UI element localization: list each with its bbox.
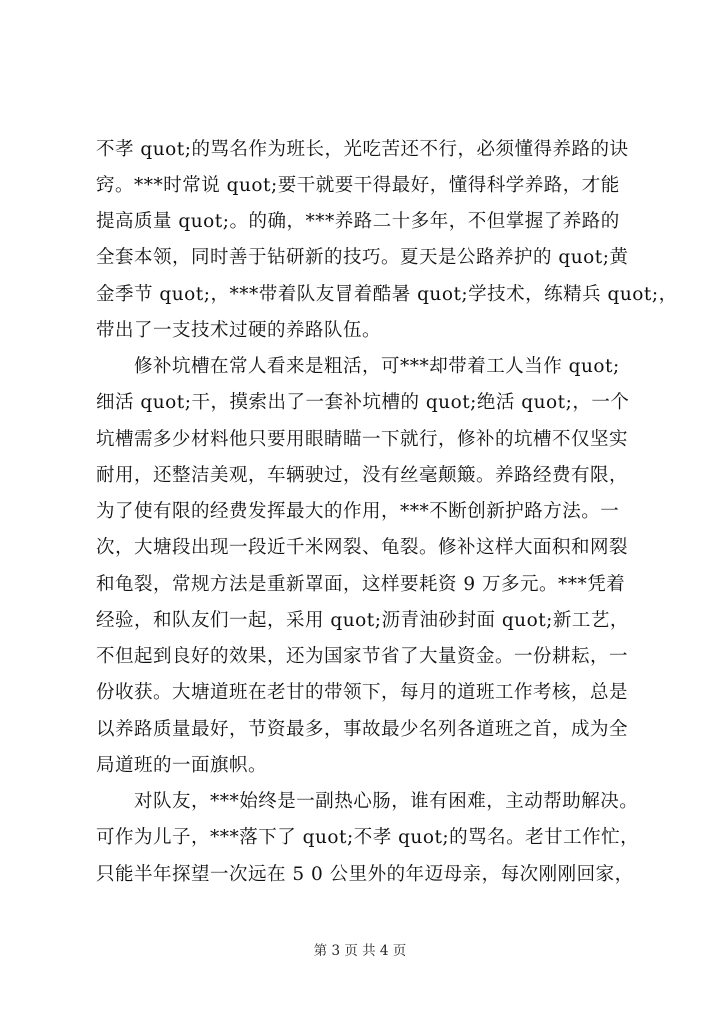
text-line: 份收获。大塘道班在老甘的带领下，每月的道班工作考核，总是 [96, 682, 629, 703]
text-line: 提高质量 quot;。的确，***养路二十多年，不但掌握了养路的 [96, 211, 620, 232]
text-line: 修补坑槽在常人看来是粗活，可***却带着工人当作 quot; [96, 356, 620, 377]
text-line: 次，大塘段出现一段近千米网裂、龟裂。修补这样大面积和网裂 [96, 537, 629, 558]
text-line: 可作为儿子，***落下了 quot;不孝 quot;的骂名。老甘工作忙， [96, 827, 640, 848]
text-line: 经验，和队友们一起，采用 quot;沥青油砂封面 quot;新工艺， [96, 610, 629, 631]
text-line: 局道班的一面旗帜。 [96, 755, 268, 776]
text-line: 不但起到良好的效果，还为国家节省了大量资金。一份耕耘，一 [96, 646, 629, 667]
text-line: 和龟裂，常规方法是重新罩面，这样要耗资 9 万多元。***凭着 [96, 574, 626, 595]
text-line: 以养路质量最好，节资最多，事故最少名列各道班之首，成为全 [96, 719, 629, 740]
page-number-footer: 第 3 页 共 4 页 [313, 943, 407, 959]
text-line: 窍。***时常说 quot;要干就要干得最好，懂得科学养路，才能 [96, 175, 620, 196]
text-line: 不孝 quot;的骂名作为班长，光吃苦还不行，必须懂得养路的诀 [96, 139, 629, 160]
text-line: 为了使有限的经费发挥最大的作用，***不断创新护路方法。一 [96, 501, 620, 522]
text-line: 耐用，还整洁美观，车辆驶过，没有丝毫颠簸。养路经费有限， [96, 465, 629, 486]
text-line: 细活 quot;干，摸索出了一套补坑槽的 quot;绝活 quot;，一个 [96, 392, 630, 413]
text-line: 带出了一支技术过硬的养路队伍。 [96, 320, 382, 341]
text-line: 坑槽需多少材料他只要用眼睛瞄一下就行，修补的坑槽不仅坚实 [96, 429, 629, 450]
text-line: 全套本领，同时善于钻研新的技巧。夏天是公路养护的 quot;黄 [96, 247, 629, 268]
text-line: 只能半年探望一次远在 5 0 公里外的年迈母亲，每次刚刚回家， [96, 864, 634, 885]
text-line: 对队友，***始终是一副热心肠，谁有困难，主动帮助解决。 [96, 791, 639, 812]
text-line: 金季节 quot;，***带着队友冒着酷暑 quot;学技术，练精兵 quot;， [96, 284, 678, 305]
